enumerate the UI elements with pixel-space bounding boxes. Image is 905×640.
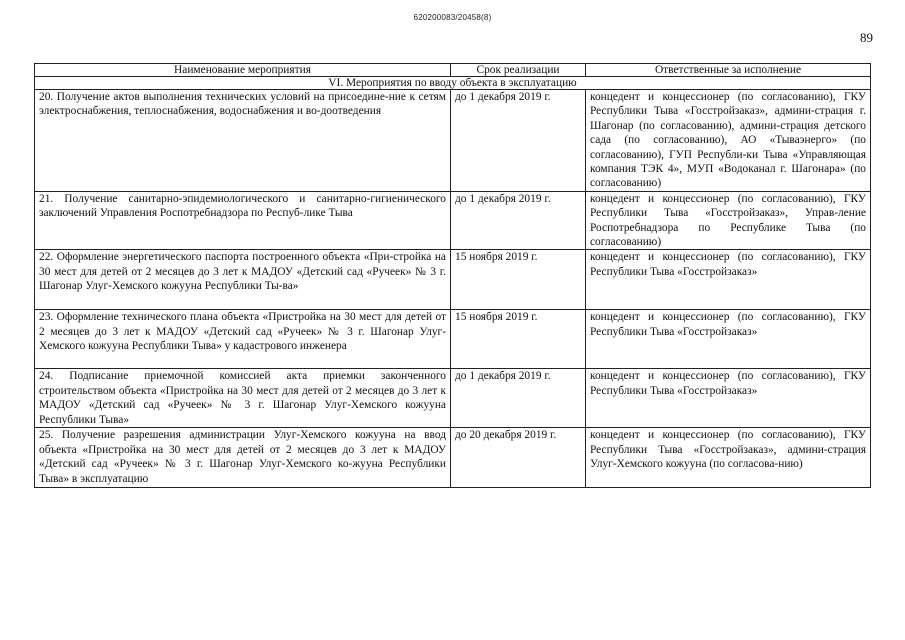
deadline: до 20 декабря 2019 г. bbox=[451, 428, 586, 488]
table-row bbox=[35, 191, 871, 250]
deadline: 15 ноября 2019 г. bbox=[451, 250, 586, 310]
measures-table bbox=[34, 63, 871, 488]
section-row bbox=[35, 77, 871, 90]
responsible: концедент и концессионер (по согласованию), ГКУ Республики Тыва «Госстройзаказ», админи-страция Улуг-Хемского кожууна (по согласова-нию) bbox=[586, 428, 871, 488]
measure-name: 22. Оформление энергетического паспорта построенного объекта «При-стройка на 30 мест для детей от 2 месяцев до 3 лет к МАДОУ «Детский сад «Ручеек» № 3 г. Шагонар Улуг-Хемского кожууна Республики Ты-ва» bbox=[35, 250, 451, 310]
responsible: концедент и концессионер (по согласованию), ГКУ Республики Тыва «Госстройзаказ», админи-страция г. Шагонар (по согласованию), админи-страция детского сада (по согласованию), АО «Тываэнерго» (по согласованию), ГУП Республи-ки Тыва «Управляющая компания ТЭК 4», МУП «Водоканал г. Шагонара» (по согласованию) bbox=[586, 90, 871, 192]
measure-name: 25. Получение разрешения администрации Улуг-Хемского кожууна на ввод объекта «Пристройка на 30 мест для детей от 2 месяцев до 3 лет к МАДОУ «Детский сад «Ручеек» № 3 г. Шагонар Улуг-Хемского ко-жууна Республики Тыва» в эксплуатацию bbox=[35, 428, 451, 488]
measure-name: 23. Оформление технического плана объекта «Пристройка на 30 мест для детей от 2 месяцев до 3 лет к МАДОУ «Детский сад «Ручеек» № 3 г. Шагонар Улуг-Хемского кожууна Республики Тыва» у кадастрового инженера bbox=[35, 310, 451, 369]
responsible: концедент и концессионер (по согласованию), ГКУ Республики Тыва «Госстройзаказ» bbox=[586, 310, 871, 369]
header-measure-name: Наименование мероприятия bbox=[35, 64, 451, 77]
header-responsible: Ответственные за исполнение bbox=[586, 64, 871, 77]
section-title: VI. Мероприятия по вводу объекта в эксплуатацию bbox=[35, 77, 871, 90]
table-row bbox=[35, 90, 871, 192]
deadline: до 1 декабря 2019 г. bbox=[451, 90, 586, 192]
document-id: 620200083/20458(8) bbox=[413, 13, 492, 22]
page-number: 89 bbox=[860, 30, 873, 45]
table-row bbox=[35, 369, 871, 428]
deadline: до 1 декабря 2019 г. bbox=[451, 369, 586, 428]
table-header-row bbox=[35, 64, 871, 77]
table-row bbox=[35, 310, 871, 369]
responsible: концедент и концессионер (по согласованию), ГКУ Республики Тыва «Госстройзаказ» bbox=[586, 250, 871, 310]
measure-name: 24. Подписание приемочной комиссией акта приемки законченного строительством объекта «Пристройка на 30 мест для детей от 2 месяцев до 3 лет к МАДОУ «Детский сад «Ручеек» № 3 г. Шагонар Улуг-Хемского кожууна Республики Тыва» bbox=[35, 369, 451, 428]
table-row bbox=[35, 250, 871, 310]
measure-name: 21. Получение санитарно-эпидемиологического и санитарно-гигиенического заключений Управления Роспотребнадзора по Респуб-лике Тыва bbox=[35, 191, 451, 250]
responsible: концедент и концессионер (по согласованию), ГКУ Республики Тыва «Госстройзаказ», Управ-ление Роспотребнадзора по Республике Тыва (по согласованию) bbox=[586, 191, 871, 250]
table-row bbox=[35, 428, 871, 488]
header-deadline: Срок реализации bbox=[451, 64, 586, 77]
deadline: до 1 декабря 2019 г. bbox=[451, 191, 586, 250]
responsible: концедент и концессионер (по согласованию), ГКУ Республики Тыва «Госстройзаказ» bbox=[586, 369, 871, 428]
deadline: 15 ноября 2019 г. bbox=[451, 310, 586, 369]
measure-name: 20. Получение актов выполнения технических условий на присоедине-ние к сетям электроснабжения, теплоснабжения, водоснабжения и во-доотведения bbox=[35, 90, 451, 192]
